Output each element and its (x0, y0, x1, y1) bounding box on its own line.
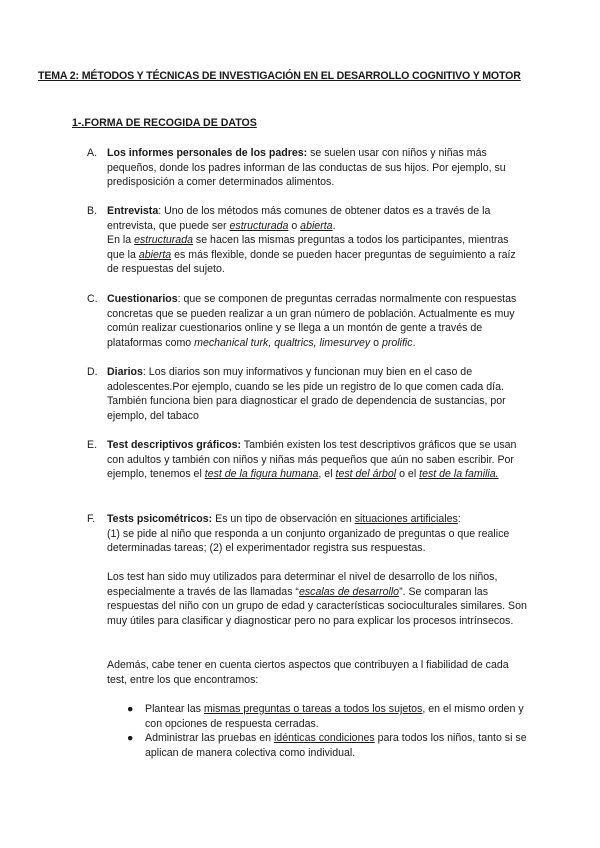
bullet-icon: ● (127, 703, 134, 715)
term-situaciones-artificiales: situaciones artificiales (354, 513, 458, 525)
term-estructurada: estructurada (229, 219, 289, 232)
item-marker: E. (87, 439, 98, 451)
test-name: test del árbol (335, 468, 397, 481)
item-label: Test descriptivos gráficos: (107, 439, 242, 451)
bullet-icon: ● (127, 732, 134, 744)
item-text: . (412, 336, 416, 349)
paragraph-escalas (107, 570, 527, 628)
page-title: TEMA 2: MÉTODOS Y TÉCNICAS DE INVESTIGACIÓN EN EL DESARROLLO COGNITIVO Y MOTOR (38, 70, 521, 82)
item-label: Diarios (107, 366, 143, 378)
item-text: , el (318, 468, 336, 481)
list-item-b (87, 204, 527, 277)
bullet-text: , en el mismo orden y con opciones de respuesta cerradas. (145, 703, 524, 730)
bullet-text: Administrar las pruebas en (145, 732, 274, 744)
item-text: o (288, 219, 301, 232)
item-label: Entrevista (107, 205, 159, 217)
list-item-f (87, 512, 527, 556)
item-text: o el (396, 468, 420, 481)
term-escalas-de-desarrollo: escalas de desarrollo (298, 585, 400, 598)
bullet-item (127, 731, 535, 760)
platform-names: mechanical turk, qualtrics, limesurvey (194, 336, 371, 349)
paragraph-text: ”. Se comparan las respuestas del niño con un grupo de edad y características socioculturales similares. Son muy útiles para clasificar y diagnosticar pero no para explicar los procesos intrínsecos. (107, 585, 527, 627)
section-heading: 1-.FORMA DE RECOGIDA DE DATOS (72, 117, 257, 129)
item-text: se hacen las mismas preguntas a todos los participantes, mientras que la (107, 234, 509, 261)
test-name: test de la familia. (419, 468, 499, 481)
item-marker: A. (87, 147, 98, 159)
item-label: Los informes personales de los padres: (107, 147, 308, 159)
list-item-e (87, 438, 527, 482)
list-item-c (87, 292, 527, 350)
item-marker: F. (87, 513, 96, 525)
item-text: (1) se pide al niño que responda a un conjunto organizado de preguntas o que realice determinadas tareas; (2) el experimentador registra sus respuestas. (107, 527, 510, 555)
paragraph-fiabilidad: Además, cabe tener en cuenta ciertos aspectos que contribuyen a l fiabilidad de cada test, entre los que encontramos: (107, 659, 509, 686)
item-text: También existen los test descriptivos gráficos que se usan con adultos y también con niños y niñas más pequeños que aún no saben escribir. Por ejemplo, tenemos el (107, 439, 517, 481)
item-marker: B. (87, 205, 98, 217)
term-estructurada: estructurada (134, 234, 193, 247)
list-item-a (87, 146, 527, 190)
list-item-d (87, 365, 527, 423)
term-identicas-condiciones: idénticas condiciones (273, 732, 375, 744)
bullet-text: Plantear las (145, 703, 204, 715)
item-text: se suelen usar con niños y niñas más pequeños, donde los padres informan de las conductas de sus hijos. Por ejemplo, su predisposición a comer determinados alimentos. (107, 147, 506, 189)
item-text: : Los diarios son muy informativos y funcionan muy bien en el caso de adolescentes.Por ejemplo, cuando se les pide un registro de lo que comen cada día. También funciona bien para diagnosticar el grado de dependencia de sustancias, por ejemplo, del tabaco (107, 366, 506, 422)
item-marker: C. (87, 293, 98, 305)
item-text: En la (107, 234, 135, 247)
item-marker: D. (87, 366, 98, 378)
item-label: Tests psicométricos: (107, 513, 213, 525)
item-text: Es un tipo de observación en (212, 513, 355, 525)
term-abierta: abierta (300, 219, 333, 232)
test-name: test de la figura humana (204, 468, 319, 481)
term-mismas-preguntas: mismas preguntas o tareas a todos los sujetos (203, 703, 423, 715)
item-text: es más flexible, donde se pueden hacer preguntas de seguimiento a raíz de respuestas del sujeto. (107, 248, 516, 276)
item-text: : que se componen de preguntas cerradas normalmente con respuestas concretas que se pueden realizar a un gran número de población. Actualmente es muy común realizar cuestionarios online y se llega a un montón de gente a través de plataformas como (107, 293, 517, 349)
item-text: : Uno de los métodos más comunes de obtener datos es a través de la entrevista, que puede ser (107, 205, 491, 232)
item-text: . (332, 219, 336, 232)
item-text: o (370, 336, 382, 349)
item-text: : (457, 513, 461, 525)
bullet-item (127, 702, 535, 731)
bullet-text: para todos los niños, tanto si se aplican de manera colectiva como individual. (145, 732, 527, 759)
term-abierta: abierta (138, 248, 172, 261)
platform-name: prolific (381, 336, 413, 349)
item-label: Cuestionarios (107, 293, 178, 305)
paragraph-text: Los test han sido muy utilizados para determinar el nivel de desarrollo de los niños, especialmente a través de las llamadas “ (107, 571, 498, 598)
